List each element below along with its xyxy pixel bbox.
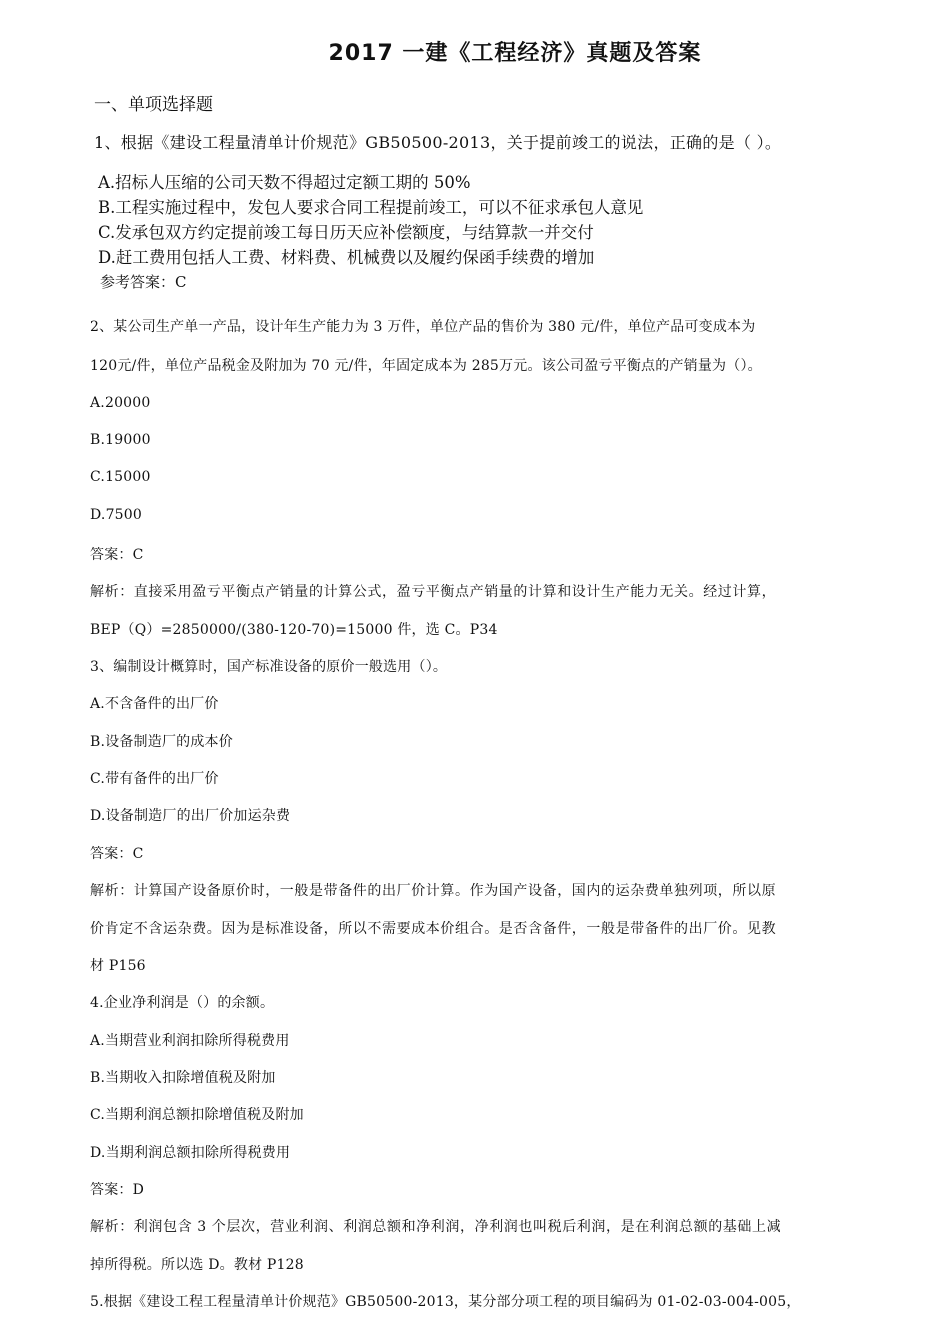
question-2-stem-line2: 120元/件，单位产品税金及附加为 70 元/件，年固定成本为 285万元。该公司盈亏平衡点的产销量为（）。 — [90, 358, 762, 374]
option-c: C.发承包双方约定提前竣工每日历天应补偿额度，与结算款一并交付 — [98, 223, 594, 242]
option-d: D.赶工费用包括人工费、材料费、机械费以及履约保函手续费的增加 — [98, 248, 595, 267]
explanation-line: 价肯定不含运杂费。因为是标准设备，所以不需要成本价组合。是否含备件，一般是带备件的出厂价。见教 — [90, 921, 777, 937]
question-1-stem: 1、根据《建设工程量清单计价规范》GB50500-2013，关于提前竣工的说法，正确的是（ ）。 — [94, 133, 782, 152]
option-c: C.带有备件的出厂价 — [90, 771, 219, 787]
option-a: A.20000 — [90, 395, 151, 411]
option-b: B.当期收入扣除增值税及附加 — [90, 1070, 276, 1086]
question-2-stem-line1: 2、某公司生产单一产品，设计年生产能力为 3 万件，单位产品的售价为 380 元/件，单位产品可变成本为 — [90, 319, 756, 335]
option-b: B.工程实施过程中，发包人要求合同工程提前竣工，可以不征求承包人意见 — [98, 198, 644, 217]
explanation-line: 解析：计算国产设备原价时，一般是带备件的出厂价计算。作为国产设备，国内的运杂费单独列项，所以原 — [90, 883, 777, 899]
option-a: A.当期营业利润扣除所得税费用 — [90, 1033, 290, 1049]
question-5-stem: 5.根据《建设工程工程量清单计价规范》GB50500-2013，某分部分项工程的项目编码为 01-02-03-004-005， — [90, 1294, 801, 1310]
option-d: D.设备制造厂的出厂价加运杂费 — [90, 808, 291, 824]
explanation-line: 掉所得税。所以选 D。教材 P128 — [90, 1257, 304, 1273]
option-c: C.15000 — [90, 469, 151, 485]
explanation-line: 解析：利润包含 3 个层次，营业利润、利润总额和净利润，净利润也叫税后利润，是在利润总额的基础上减 — [90, 1219, 782, 1235]
question-4-stem: 4.企业净利润是（）的余额。 — [90, 995, 275, 1011]
option-b: B.19000 — [90, 432, 151, 448]
answer-line: 答案：C — [90, 846, 144, 862]
option-b: B.设备制造厂的成本价 — [90, 734, 233, 750]
page-title: 2017 一建《工程经济》真题及答案 — [328, 41, 702, 66]
explanation-line: BEP（Q）=2850000/(380-120-70)=15000 件，选 C。P34 — [90, 622, 498, 638]
option-d: D.7500 — [90, 507, 143, 523]
option-d: D.当期利润总额扣除所得税费用 — [90, 1145, 291, 1161]
answer-line: 参考答案：C — [100, 273, 187, 291]
option-a: A.招标人压缩的公司天数不得超过定额工期的 50% — [98, 173, 471, 192]
answer-line: 答案：D — [90, 1182, 145, 1198]
answer-line: 答案：C — [90, 547, 144, 563]
question-1-options — [98, 170, 643, 295]
option-c: C.当期利润总额扣除增值税及附加 — [90, 1107, 304, 1123]
explanation-line: 材 P156 — [90, 958, 146, 974]
section-heading: 一、单项选择题 — [94, 95, 213, 115]
question-3-stem: 3、编制设计概算时，国产标准设备的原价一般选用（）。 — [90, 659, 448, 675]
option-a: A.不含备件的出厂价 — [90, 696, 219, 712]
explanation-line: 解析：直接采用盈亏平衡点产销量的计算公式，盈亏平衡点产销量的计算和设计生产能力无关。经过计算， — [90, 584, 777, 600]
